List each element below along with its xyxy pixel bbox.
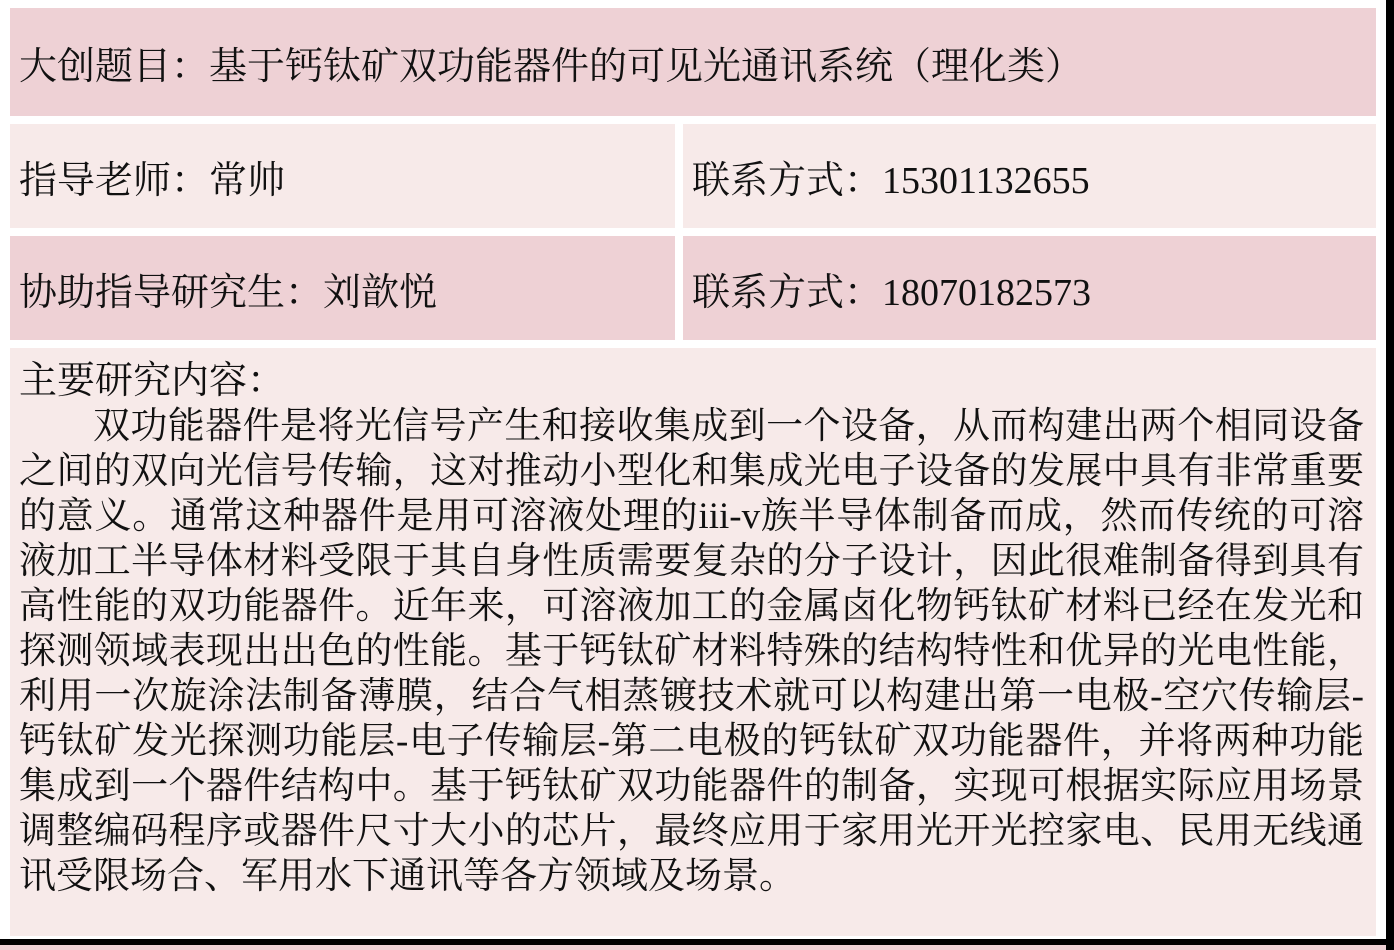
table-right-border [1386,0,1394,950]
advisor-label: 指导老师：常帅 [19,159,286,202]
title-row-cell [10,8,1376,116]
graduate-assistant-cell [10,236,675,340]
project-title: 大创题目：基于钙钛矿双功能器件的可见光通讯系统（理化类） [19,45,1084,88]
graduate-assistant-contact: 联系方式：18070182573 [692,271,1092,314]
next-row-sliver [0,945,1386,950]
advisor-contact: 联系方式：15301132655 [692,159,1090,202]
research-content-cell [10,348,1376,936]
advisor-contact-cell [683,124,1376,228]
research-content-heading: 主要研究内容： [19,360,286,402]
graduate-assistant-label: 协助指导研究生：刘歆悦 [19,271,438,314]
graduate-assistant-contact-cell [683,236,1376,340]
advisor-cell [10,124,675,228]
research-content-paragraph: 双功能器件是将光信号产生和接收集成到一个设备，从而构建出两个相同设备之间的双向光信号传输，这对推动小型化和集成光电子设备的发展中具有非常重要的意义。通常这种器件是用可溶液处理的iii-v族半导体制备而成，然而传统的可溶液加工半导体材料受限于其自身性质需要复杂的分子设计，因此很难制备得到具有高性能的双功能器件。近年来，可溶液加工的金属卤化物钙钛矿材料已经在发光和探测领域表现出出色的性能。基于钙钛矿材料特殊的结构特性和优异的光电性能，利用一次旋涂法制备薄膜，结合气相蒸镀技术就可以构建出第一电极-空穴传输层-钙钛矿发光探测功能层-电子传输层-第二电极的钙钛矿双功能器件，并将两种功能集成到一个器件结构中。基于钙钛矿双功能器件的制备，实现可根据实际应用场景调整编码程序或器件尺寸大小的芯片，最终应用于家用光开光控家电、民用无线通讯受限场合、军用水下通讯等各方领域及场景。 [19,406,1364,897]
